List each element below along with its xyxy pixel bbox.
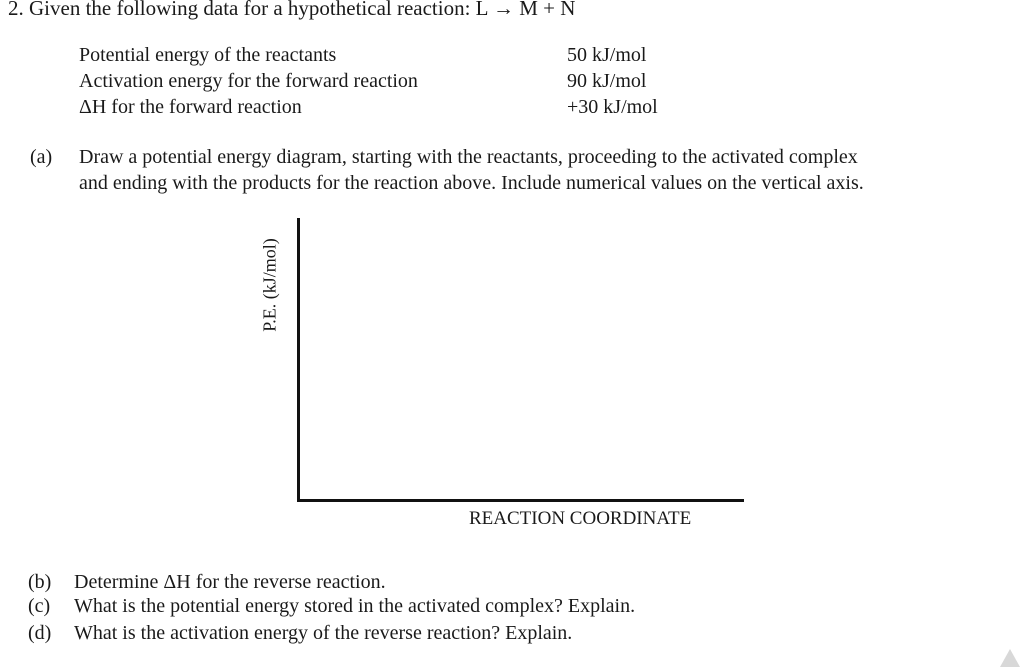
x-axis-label: REACTION COORDINATE: [469, 508, 692, 529]
part-d-text: What is the activation energy of the reverse reaction? Explain.: [74, 622, 573, 644]
reactant-pe-value: 50 kJ/mol: [567, 44, 647, 66]
part-c-letter: (c): [28, 595, 51, 617]
part-a-text-line1: Draw a potential energy diagram, starting with the reactants, proceeding to the activated complex: [79, 146, 858, 168]
x-axis-line: [297, 499, 744, 502]
activation-energy-label: Activation energy for the forward reaction: [79, 70, 418, 92]
part-d-letter: (d): [28, 622, 52, 644]
y-axis-label: P.E. (kJ/mol): [259, 238, 280, 332]
question-header: 2. Given the following data for a hypothetical reaction: L → M + N: [8, 0, 576, 20]
y-axis-line: [297, 218, 300, 502]
part-b-text: Determine ΔH for the reverse reaction.: [74, 571, 386, 593]
activation-energy-value: 90 kJ/mol: [567, 70, 647, 92]
part-b-letter: (b): [28, 571, 52, 593]
part-a-letter: (a): [30, 146, 53, 168]
delta-h-value: +30 kJ/mol: [567, 96, 658, 118]
part-a-text-line2: and ending with the products for the reaction above. Include numerical values on the vertical axis.: [79, 172, 864, 194]
corner-triangle-icon: [1000, 649, 1020, 667]
part-c-text: What is the potential energy stored in the activated complex? Explain.: [74, 595, 636, 617]
delta-h-label: ΔH for the forward reaction: [79, 96, 302, 118]
reactant-pe-label: Potential energy of the reactants: [79, 44, 337, 66]
y-axis-label-container: [255, 220, 285, 350]
